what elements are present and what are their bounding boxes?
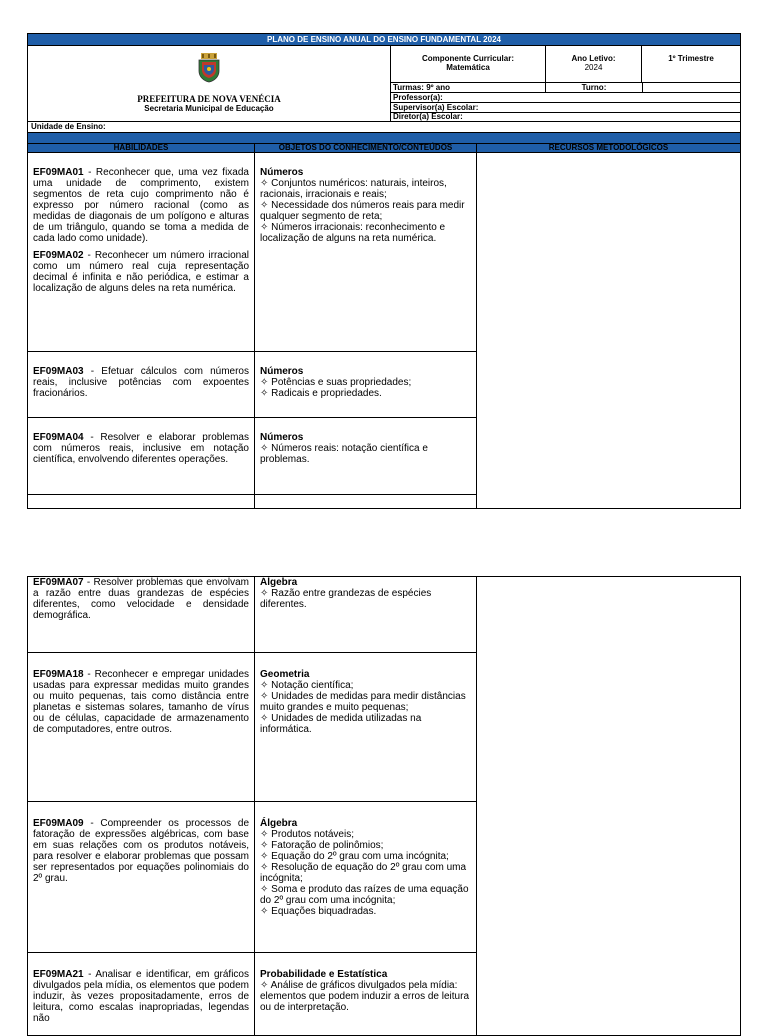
content-item: ✧ Fatoração de polinômios; (260, 840, 384, 851)
plan-table-page-2 (27, 576, 741, 1036)
content-topic: Geometria (260, 669, 310, 680)
plan-table-page-1 (27, 33, 741, 509)
content-item: ✧ Números reais: notação científica e problemas. (260, 443, 428, 465)
content-item: ✧ Necessidade dos números reais para medir qualquer segmento de reta; (260, 200, 465, 222)
skill-code: EF09MA18 (33, 669, 84, 680)
skill-code: EF09MA09 (33, 818, 84, 829)
col-objetos: OBJETOS DO CONHECIMENTO/CONTEÚDOS (255, 144, 477, 152)
content-item: ✧ Análise de gráficos divulgados pela mídia: elementos que podem induzir a erros de leitura ou de interpretação. (260, 980, 470, 1013)
content-item: ✧ Notação científica; (260, 680, 354, 691)
turno-label: Turno: (546, 83, 643, 92)
skill-entry (33, 577, 249, 621)
content-item: ✧ Conjuntos numéricos: naturais, inteiros, racionais, irracionais e reais; (260, 178, 447, 200)
content-topic: Números (260, 366, 304, 377)
content-item: ✧ Resolução de equação do 2º grau com uma incógnita; (260, 862, 467, 884)
turno-value[interactable] (643, 83, 740, 92)
habilidades-column (28, 153, 255, 508)
professor-row: Professor(a): (391, 93, 740, 103)
content-topic: Números (260, 167, 304, 178)
skill-text: - Compreender os processos de fatoração de expressões algébricas, com base em suas relações com os produtos notáveis, para resolver e elaborar problemas que possam ser representados por equações polinomiais do 2º grau. (33, 818, 249, 884)
skill-cell (28, 653, 254, 802)
skill-entry (33, 818, 249, 884)
skill-code: EF09MA07 (33, 577, 84, 588)
content-item: ✧ Potências e suas propriedades; (260, 377, 412, 388)
content-item: ✧ Soma e produto das raízes de uma equação do 2º grau com uma incógnita; (260, 884, 469, 906)
componente-cell (391, 46, 546, 82)
ano-label: Ano Letivo: (571, 54, 616, 63)
skill-code: EF09MA01 (33, 167, 84, 178)
coat-of-arms-icon (196, 53, 222, 83)
column-headers (28, 144, 740, 153)
skill-text: - Reconhecer que, uma vez fixada uma unidade de comprimento, existem segmentos de reta cujo comprimento não é expresso por número racional (como as medidas de diagonais de um polígono e alturas de um triângulo, quando se toma a medida de cada lado como unidade). (33, 167, 249, 244)
skill-entry (33, 250, 249, 294)
col-recursos: RECURSOS METODOLÓGICOS (548, 143, 669, 152)
recursos-column[interactable] (477, 153, 740, 508)
skill-text: - Reconhecer um número irracional como um número real cuja representação decimal é infinita e não periódica, e estimar a localização de alguns deles na reta numérica. (33, 250, 249, 294)
skill-entry (33, 969, 249, 1024)
content-cell (255, 577, 476, 653)
skill-cell (28, 153, 254, 352)
skill-entry (33, 432, 249, 465)
content-item: ✧ Razão entre grandezas de espécies diferentes. (260, 588, 432, 610)
skill-cell (28, 418, 254, 495)
skill-cell (28, 352, 254, 418)
skill-entry (33, 669, 249, 735)
turmas-row (391, 83, 740, 93)
content-cell (255, 802, 476, 953)
skill-code: EF09MA02 (33, 250, 84, 261)
content-item: ✧ Produtos notáveis; (260, 829, 354, 840)
objetos-column (255, 577, 477, 1035)
skill-code: EF09MA03 (33, 366, 84, 377)
header-block (28, 46, 740, 122)
content-item: ✧ Radicais e propriedades. (260, 388, 382, 399)
content-cell (255, 352, 476, 418)
trimestre-cell: 1º Trimestre (668, 54, 714, 63)
meta-block (391, 46, 740, 121)
habilidades-column (28, 577, 255, 1035)
skill-cell (28, 802, 254, 953)
ano-cell (546, 46, 642, 82)
skill-entry (33, 167, 249, 244)
content-item: ✧ Números irracionais: reconhecimento e localização de alguns na reta numérica. (260, 222, 446, 244)
content-grid-2 (28, 577, 740, 1035)
content-cell (255, 418, 476, 495)
skill-text: - Analisar e identificar, em gráficos divulgados pela mídia, os elementos que podem induzir, às vezes propositadamente, erros de leitura, como escalas inapropriadas, legendas não (33, 969, 249, 1024)
empty-row-cell (255, 495, 476, 508)
empty-row-cell (28, 495, 254, 508)
skill-code: EF09MA04 (33, 432, 84, 443)
plan-title: PLANO DE ENSINO ANUAL DO ENSINO FUNDAMENTAL 2024 (28, 34, 740, 46)
skill-code: EF09MA21 (33, 969, 84, 980)
content-item: ✧ Equações biquadradas. (260, 906, 377, 917)
componente-label: Componente Curricular: (421, 54, 514, 63)
skill-text: - Reconhecer e empregar unidades usadas para expressar medidas muito grandes ou muito pequenas, tais como distância entre planetas e sistemas solares, tamanho de vírus ou de células, capacidade de armazenamento de computadores, entre outros. (33, 669, 249, 735)
content-cell (255, 653, 476, 802)
content-grid-1 (28, 153, 740, 508)
skill-text: - Resolver e elaborar problemas com números reais, inclusive em notação científica, envolvendo diferentes operações. (33, 432, 249, 465)
content-topic: Álgebra (260, 577, 298, 588)
skill-text: - Resolver problemas que envolvam a razão entre duas grandezas de espécies diferentes, como velocidade e densidade demográfica. (33, 577, 249, 621)
org-name: PREFEITURA DE NOVA VENÉCIA (137, 94, 281, 104)
recursos-column[interactable] (477, 577, 740, 1035)
content-topic: Probabilidade e Estatística (260, 969, 388, 980)
componente-value: Matemática (446, 63, 490, 72)
content-topic: Álgebra (260, 818, 298, 829)
skill-cell (28, 577, 254, 653)
objetos-column (255, 153, 477, 508)
skill-text: - Efetuar cálculos com números reais, inclusive potências com expoentes fracionários. (33, 366, 249, 399)
org-department: Secretaria Municipal de Educação (144, 104, 274, 113)
content-item: ✧ Unidades de medidas para medir distâncias muito grandes e muito pequenas; (260, 691, 466, 713)
content-topic: Números (260, 432, 304, 443)
meta-top-row (391, 46, 740, 83)
unidade-row: Unidade de Ensino: (28, 122, 740, 133)
ano-value: 2024 (584, 63, 603, 72)
skill-entry (33, 366, 249, 399)
content-item: ✧ Equação do 2º grau com uma incógnita; (260, 851, 449, 862)
col-habilidades: HABILIDADES (28, 144, 255, 152)
content-cell (255, 153, 476, 352)
diretor-row: Diretor(a) Escolar: (393, 112, 463, 121)
content-item: ✧ Unidades de medida utilizadas na informática. (260, 713, 422, 735)
supervisor-row: Supervisor(a) Escolar: (391, 103, 740, 113)
org-block (28, 46, 391, 121)
turmas-label: Turmas: 9º ano (391, 83, 546, 92)
